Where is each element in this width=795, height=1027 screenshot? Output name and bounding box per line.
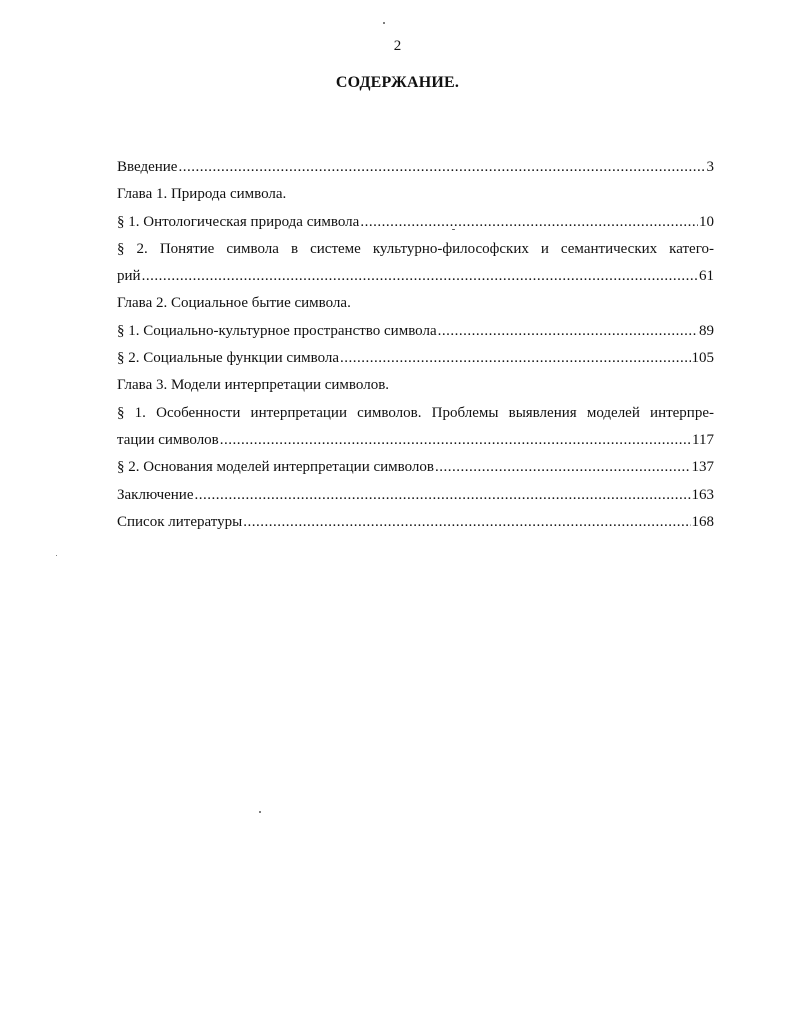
- toc-entry-label: § 1. Онтологическая природа символа: [117, 213, 360, 230]
- toc-entry-ch3-s2: [117, 454, 714, 481]
- toc-leader-dots: [178, 154, 705, 181]
- toc-entry-ch1-s1: [117, 209, 714, 236]
- toc-entry-ch1-s2-line1: § 2. Понятие символа в системе культурно-философских и семантических катего-: [117, 240, 714, 257]
- toc-entry-intro: [117, 154, 714, 181]
- toc-leader-dots: [220, 427, 691, 454]
- toc-entry-page: 163: [691, 486, 714, 503]
- toc-entry-label: Введение: [117, 159, 178, 175]
- page-title: СОДЕРЖАНИЕ.: [335, 74, 460, 91]
- toc-entry-label: § 2. Социальные функции символа: [117, 350, 340, 367]
- scan-speck: [56, 555, 57, 556]
- toc-entry-ch2-s2: [117, 345, 714, 372]
- toc-leader-dots: [438, 318, 698, 345]
- toc-entry-conclusion: [117, 482, 714, 509]
- toc-entry-label: § 1. Социально-культурное пространство символа: [117, 322, 437, 339]
- toc-leader-dots: [195, 482, 691, 509]
- toc-chapter-3: [117, 372, 714, 399]
- page-number: 2: [393, 38, 402, 54]
- toc-leader-dots: [360, 209, 698, 236]
- toc-entry-page: 117: [692, 431, 714, 448]
- toc-entry-page: 89: [699, 322, 714, 339]
- toc-entry-page: 168: [691, 513, 714, 530]
- toc-entry-page: 10: [699, 213, 714, 230]
- scan-speck: [259, 811, 261, 813]
- toc-leader-dots: [340, 345, 690, 372]
- table-of-contents: [117, 154, 714, 536]
- toc-entry-page: 3: [706, 159, 714, 175]
- toc-chapter-label: Глава 2. Социальное бытие символа.: [117, 295, 351, 312]
- toc-entry-ch1-s2-line2: [117, 263, 714, 290]
- toc-entry-label: тации символов: [117, 431, 219, 448]
- toc-entry-label: Список литературы: [117, 513, 243, 530]
- toc-entry-label: Заключение: [117, 486, 194, 503]
- toc-entry-label: § 2. Основания моделей интерпретации символов: [117, 459, 434, 476]
- toc-entry-page: 105: [691, 350, 714, 367]
- toc-entry-ch3-s1-line1: § 1. Особенности интерпретации символов. Проблемы выявления моделей интерпре-: [117, 404, 714, 421]
- toc-chapter-2: [117, 290, 714, 317]
- toc-entry-page: 137: [691, 459, 714, 476]
- toc-leader-dots: [243, 509, 690, 536]
- toc-entry-bibliography: [117, 509, 714, 536]
- toc-entry-ch2-s1: [117, 318, 714, 345]
- scan-speck: [383, 22, 385, 24]
- toc-chapter-label: Глава 1. Природа символа.: [117, 186, 287, 203]
- toc-leader-dots: [142, 263, 698, 290]
- toc-entry-label: рий: [117, 268, 141, 285]
- toc-leader-dots: [435, 454, 691, 481]
- toc-chapter-1: [117, 181, 714, 208]
- scan-speck: [452, 229, 455, 230]
- toc-entry-ch3-s1-line2: [117, 427, 714, 454]
- toc-entry-page: 61: [699, 268, 714, 285]
- toc-chapter-label: Глава 3. Модели интерпретации символов.: [117, 377, 390, 394]
